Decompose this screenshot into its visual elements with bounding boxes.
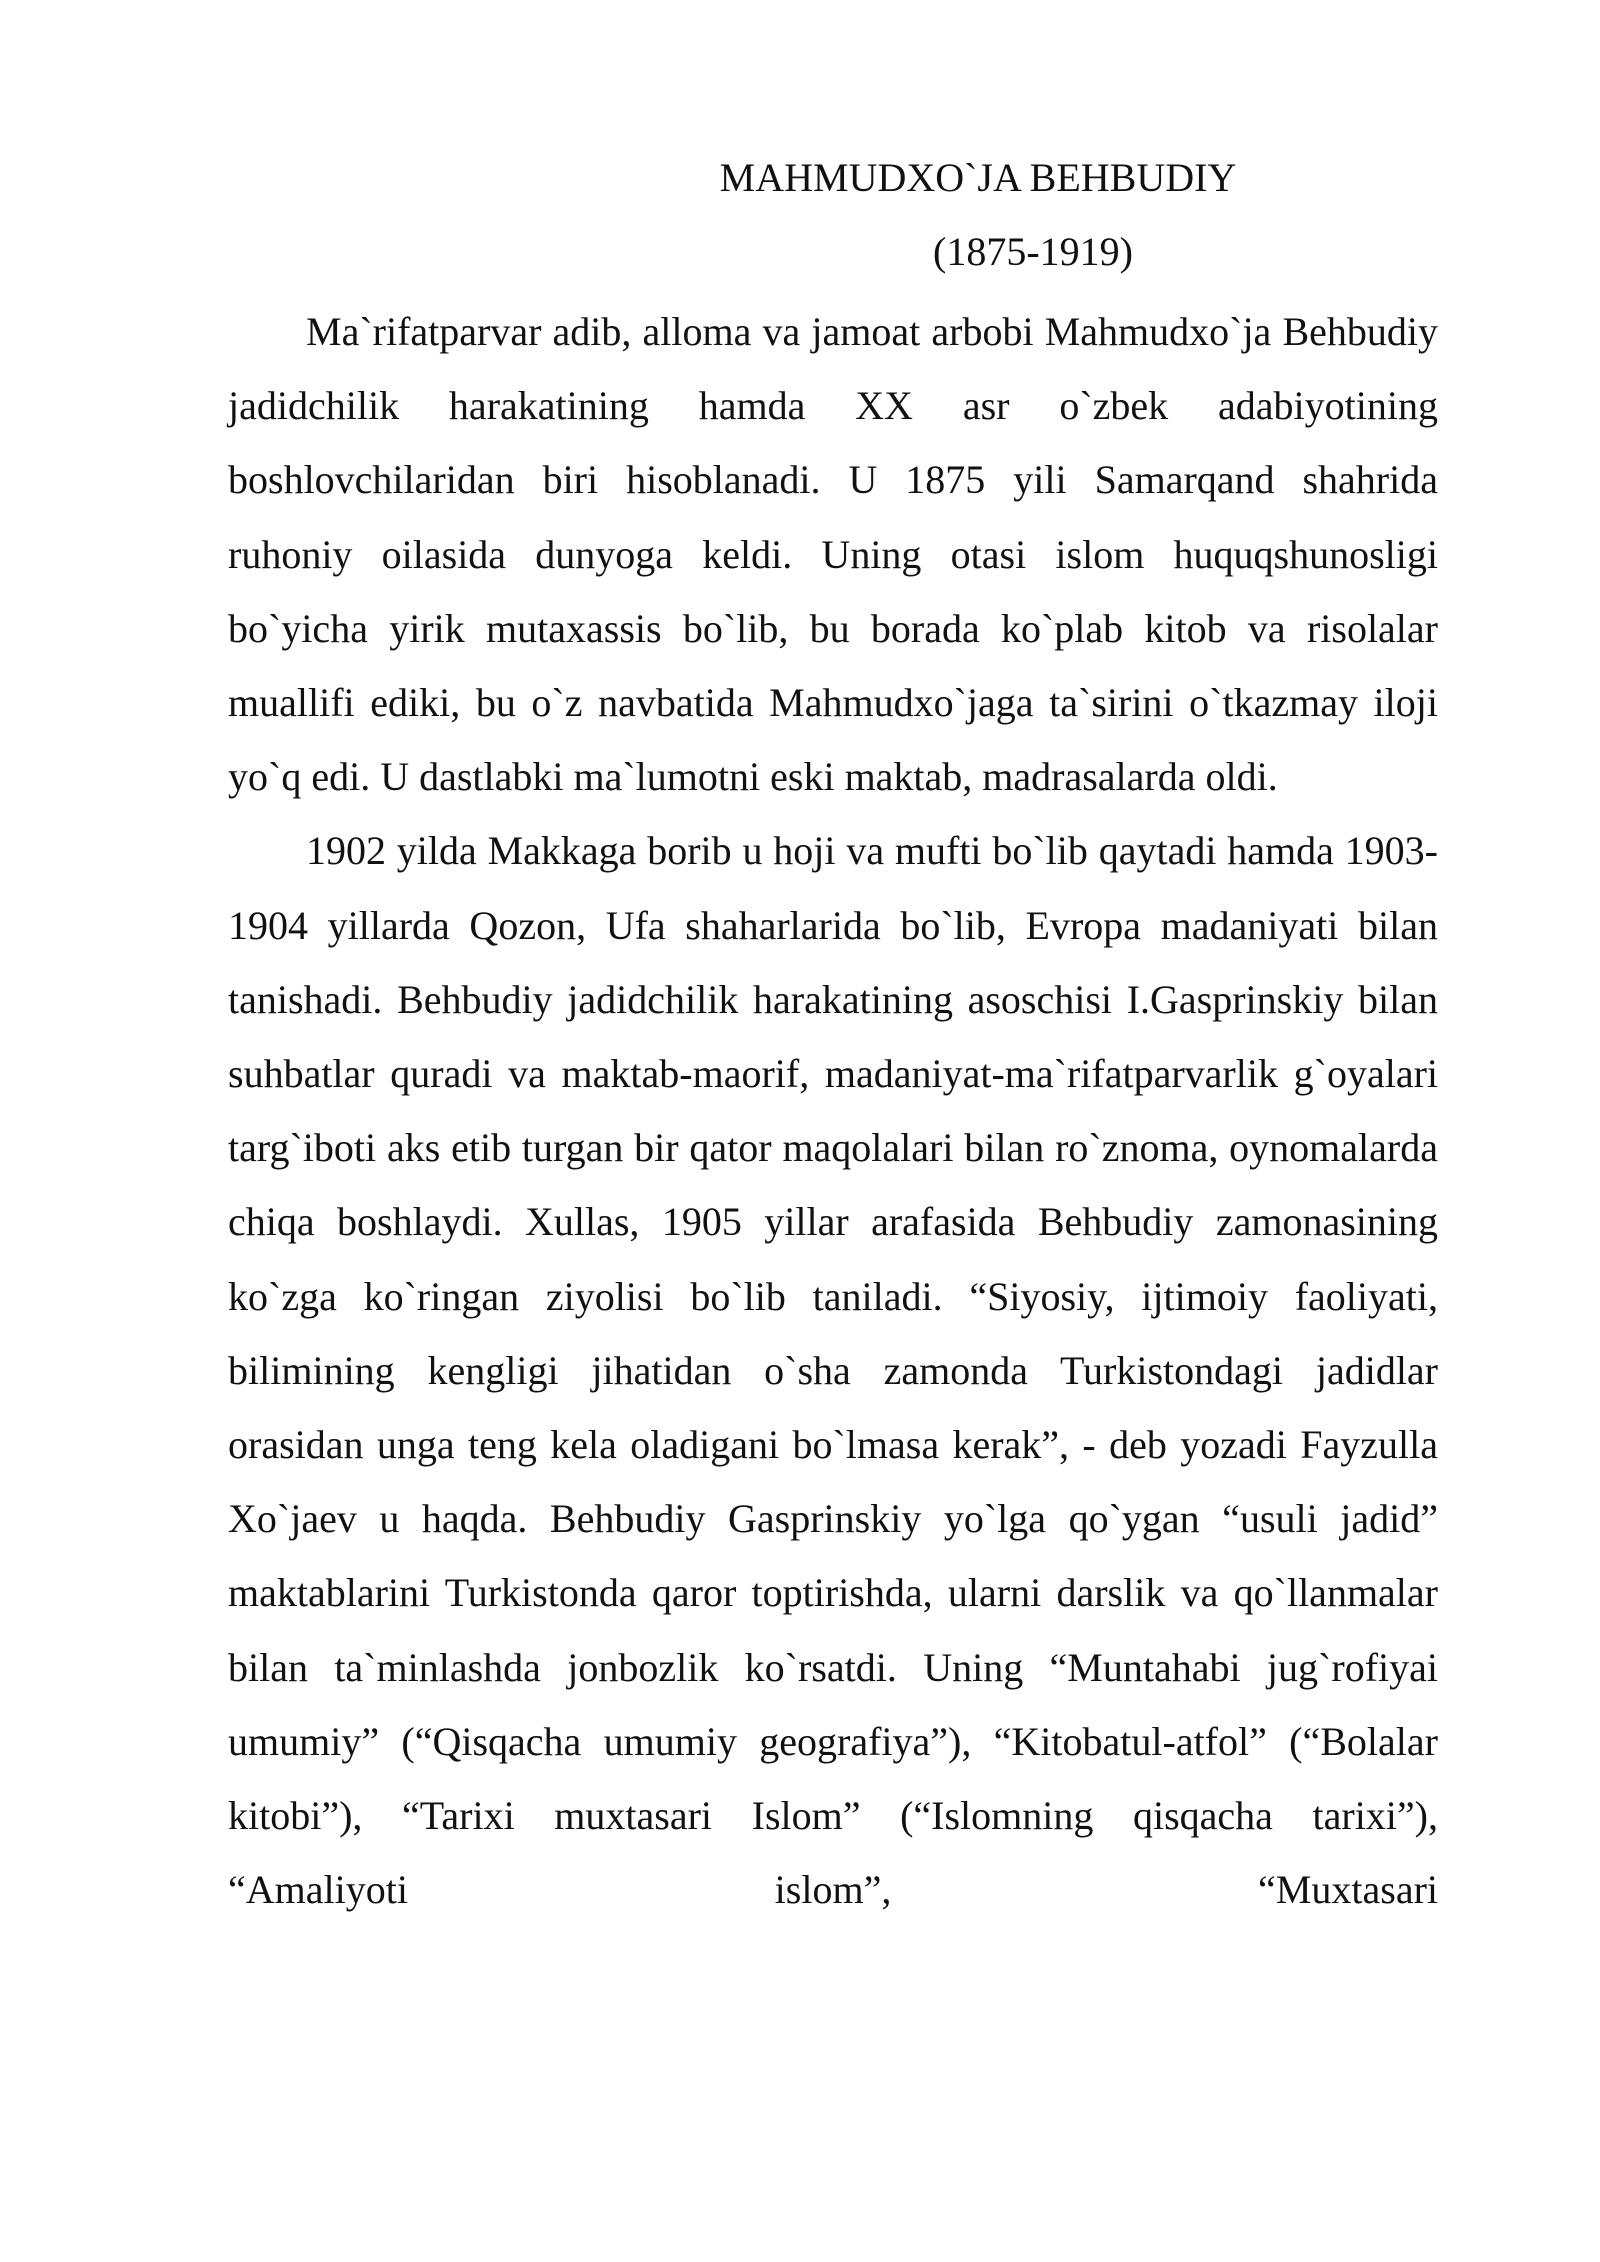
- document-body: [228, 295, 1438, 1927]
- paragraph-biography: 1902 yilda Makkaga borib u hoji va mufti bo`lib qaytadi hamda 1903-1904 yillarda Qozon, Ufa shaharlarida bo`lib, Evropa madaniyati bilan tanishadi. Behbudiy jadidchilik harakatining asoschisi I.Gasprinskiy bilan suhbatlar quradi va maktab-maorif, madaniyat-ma`rifatparvarlik g`oyalari targ`iboti aks etib turgan bir qator maqolalari bilan ro`znoma, oynomalarda chiqa boshlaydi. Xullas, 1905 yillar arafasida Behbudiy zamonasining ko`zga ko`ringan ziyolisi bo`lib taniladi. “Siyosiy, ijtimoiy faoliyati, bilimining kengligi jihatidan o`sha zamonda Turkistondagi jadidlar orasidan unga teng kela oladigani bo`lmasa kerak”, - deb yozadi Fayzulla Xo`jaev u haqda. Behbudiy Gasprinskiy yo`lga qo`ygan “usuli jadid” maktablarini Turkistonda qaror toptirishda, ularni darslik va qo`llanmalar bilan ta`minlashda jonbozlik ko`rsatdi. Uning “Muntahabi jug`rofiyai umumiy” (“Qisqacha umumiy geografiya”), “Kitobatul-atfol” (“Bolalar kitobi”), “Tarixi muxtasari Islom” (“Islomning qisqacha tarixi”), “Amaliyoti islom”, “Muxtasari: [228, 828, 1438, 1913]
- document-years: (1875-1919): [933, 229, 1133, 274]
- paragraph-intro: Ma`rifatparvar adib, alloma va jamoat arbobi Mahmudxo`ja Behbudiy jadidchilik harakatining hamda XX asr o`zbek adabiyotining boshlovchilaridan biri hisoblanadi. U 1875 yili Samarqand shahrida ruhoniy oilasida dunyoga keldi. Uning otasi islom huquqshunosligi bo`yicha yirik mutaxassis bo`lib, bu borada ko`plab kitob va risolalar muallifi ediki, bu o`z navbatida Mahmudxo`jaga ta`sirini o`tkazmay iloji yo`q edi. U dastlabki ma`lumotni eski maktab, madrasalarda oldi.: [228, 309, 1438, 800]
- document-title: MAHMUDXO`JA BEHBUDIY: [719, 155, 1237, 200]
